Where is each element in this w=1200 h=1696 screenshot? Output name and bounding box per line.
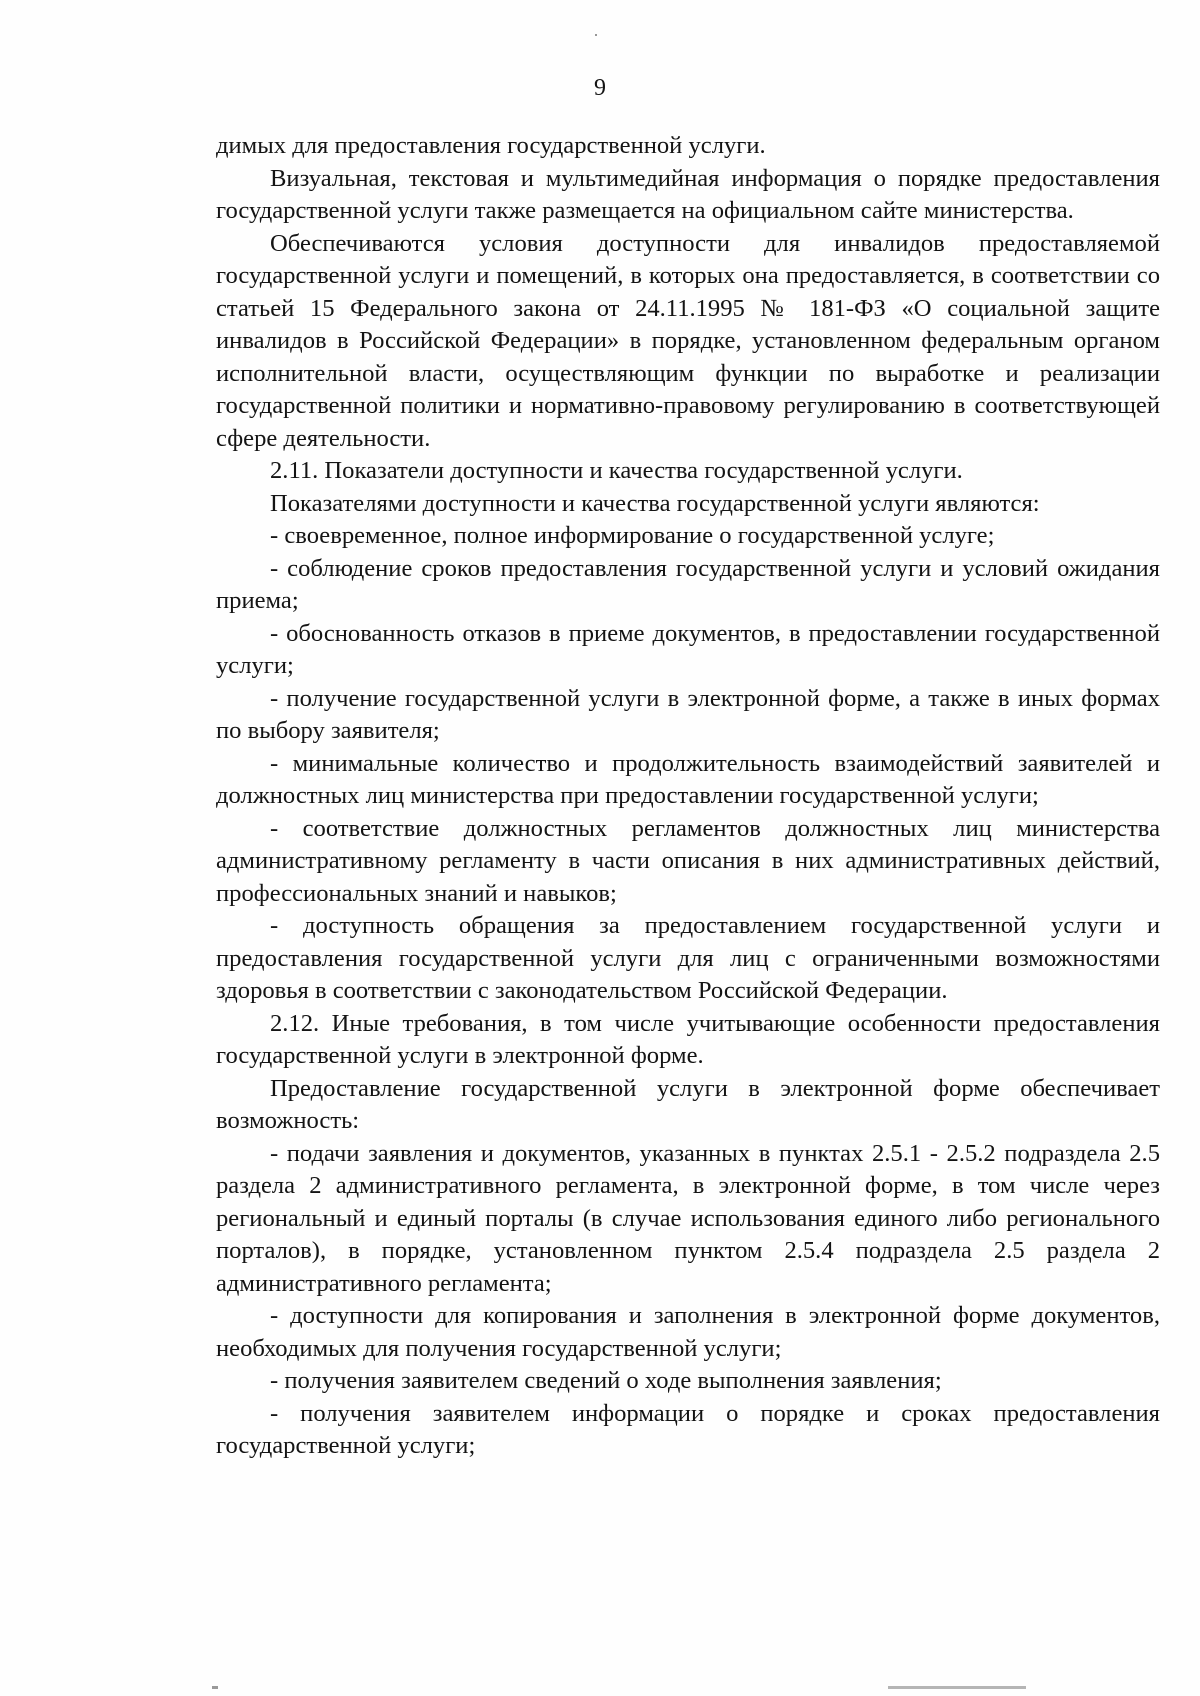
list-item: - получения заявителем сведений о ходе выполнения заявления; xyxy=(270,1367,942,1394)
section-heading-2-11: 2.11. Показатели доступности и качества государственной услуги. xyxy=(270,457,963,484)
list-item: - доступность обращения за предоставлением государственной услуги и предоставления государственной услуги для лиц с ограниченными возможностями здоровья в соответствии с законодательством Российской Федерации. xyxy=(216,912,1160,1004)
list-item: - получение государственной услуги в электронной форме, а также в иных формах по выбору заявителя; xyxy=(216,684,1160,744)
list-item: - соблюдение сроков предоставления государственной услуги и условий ожидания приема; xyxy=(216,554,1160,614)
section-heading-2-12: 2.12. Иные требования, в том числе учитывающие особенности предоставления государственной услуги в электронной форме. xyxy=(216,1009,1160,1069)
list-item: - своевременное, полное информирование о государственной услуге; xyxy=(270,522,995,549)
document-body xyxy=(216,130,1160,1463)
list-item: - обоснованность отказов в приеме документов, в предоставлении государственной услуги; xyxy=(216,619,1160,679)
paragraph-accessibility-conditions: Обеспечиваются условия доступности для инвалидов предоставляемой государственной услуги и помещений, в которых она предоставляется, в соответствии со статьей 15 Федерального закона от 24.11.1995 № 181-ФЗ «О социальной защите инвалидов в Российской Федерации» в порядке, установленном федеральным органом исполнительной власти, осуществляющим функции по выработке и реализации государственной политики и нормативно-правовому регулированию в соответствующей сфере деятельности. xyxy=(216,229,1160,452)
scan-speck xyxy=(595,34,597,36)
list-item: - подачи заявления и документов, указанных в пунктах 2.5.1 - 2.5.2 подраздела 2.5 раздела 2 административного регламента, в электронной форме, в том числе через региональный и единый порталы (в случае использования единого либо регионального порталов), в порядке, установленном пунктом 2.5.4 подраздела 2.5 раздела 2 административного регламента; xyxy=(216,1139,1160,1297)
list-item: - доступности для копирования и заполнения в электронной форме документов, необходимых для получения государственной услуги; xyxy=(216,1302,1160,1362)
scan-edge-mark-left xyxy=(212,1686,218,1689)
list-item: - соответствие должностных регламентов должностных лиц министерства административному регламенту в части описания в них административных действий, профессиональных знаний и навыков; xyxy=(216,814,1160,907)
list-item: - получения заявителем информации о порядке и сроках предоставления государственной услуги; xyxy=(216,1399,1160,1459)
paragraph-info-placement: Визуальная, текстовая и мультимедийная информация о порядке предоставления государственной услуги также размещается на официальном сайте министерства. xyxy=(216,164,1160,224)
paragraph-indicators-intro: Показателями доступности и качества государственной услуги являются: xyxy=(270,489,1040,517)
paragraph-electronic-form-intro: Предоставление государственной услуги в электронной форме обеспечивает возможность: xyxy=(216,1074,1160,1134)
paragraph-continuation: димых для предоставления государственной услуги. xyxy=(216,132,766,159)
list-item: - минимальные количество и продолжительность взаимодействий заявителей и должностных лиц министерства при предоставлении государственной услуги; xyxy=(216,749,1160,809)
scan-edge-mark-right xyxy=(888,1686,1026,1689)
page-number: 9 xyxy=(594,75,606,101)
